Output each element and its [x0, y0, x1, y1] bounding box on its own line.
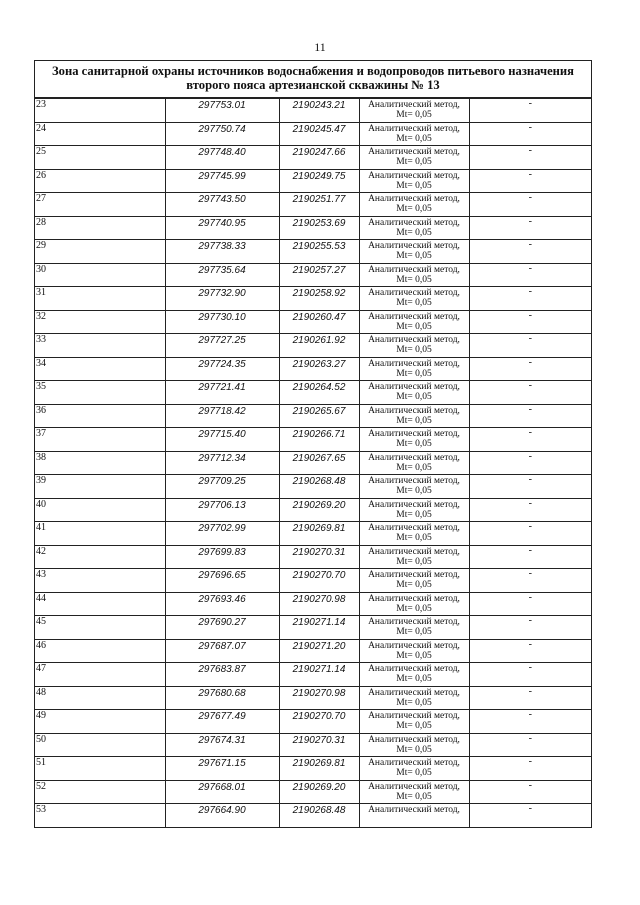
coordinate-y: 2190261.92 — [279, 334, 359, 358]
method-precision: Mt= 0,05 — [396, 650, 432, 661]
determination-method — [359, 757, 469, 781]
coordinate-y: 2190269.81 — [279, 522, 359, 546]
coordinate-y: 2190257.27 — [279, 263, 359, 287]
point-number: 38 — [35, 451, 165, 475]
determination-method — [359, 334, 469, 358]
coordinate-x: 297724.35 — [165, 357, 279, 381]
determination-method — [359, 287, 469, 311]
determination-method — [359, 310, 469, 334]
coordinate-y: 2190268.48 — [279, 475, 359, 499]
method-label: Аналитический метод, — [368, 264, 460, 275]
point-number: 43 — [35, 569, 165, 593]
method-label: Аналитический метод, — [368, 311, 460, 322]
method-label: Аналитический метод, — [368, 147, 460, 157]
note-cell: - — [469, 475, 591, 499]
note-cell: - — [469, 334, 591, 358]
method-precision: Mt= 0,05 — [396, 721, 432, 731]
note-cell: - — [469, 310, 591, 334]
method-precision: Mt= 0,05 — [396, 674, 432, 684]
coordinate-y: 2190268.48 — [279, 804, 359, 828]
coordinate-x: 297702.99 — [165, 522, 279, 546]
note-cell: - — [469, 804, 591, 828]
coordinate-x: 297687.07 — [165, 639, 279, 663]
determination-method — [359, 780, 469, 804]
note-cell: - — [469, 263, 591, 287]
note-cell: - — [469, 639, 591, 663]
coordinate-x: 297743.50 — [165, 193, 279, 217]
coordinate-x: 297715.40 — [165, 428, 279, 452]
determination-method — [359, 451, 469, 475]
table-row — [35, 334, 591, 358]
coordinate-x: 297738.33 — [165, 240, 279, 264]
coordinate-x: 297753.01 — [165, 99, 279, 123]
method-label: Аналитический метод, — [368, 405, 460, 416]
point-number: 23 — [35, 99, 165, 123]
note-cell: - — [469, 592, 591, 616]
note-cell: - — [469, 616, 591, 640]
coordinate-y: 2190271.14 — [279, 616, 359, 640]
coordinate-y: 2190270.31 — [279, 545, 359, 569]
note-cell: - — [469, 169, 591, 193]
method-label: Аналитический метод, — [368, 523, 460, 533]
table-row — [35, 569, 591, 593]
table-row — [35, 616, 591, 640]
note-cell: - — [469, 122, 591, 146]
coordinate-y: 2190243.21 — [279, 99, 359, 123]
point-number: 51 — [35, 757, 165, 781]
point-number: 45 — [35, 616, 165, 640]
point-number: 52 — [35, 780, 165, 804]
coordinate-x: 297680.68 — [165, 686, 279, 710]
method-label: Аналитический метод, — [368, 241, 460, 251]
method-precision: Mt= 0,05 — [396, 180, 432, 191]
method-label: Аналитический метод, — [368, 100, 460, 110]
table-row — [35, 663, 591, 687]
determination-method — [359, 99, 469, 123]
coordinate-y: 2190270.70 — [279, 569, 359, 593]
table-row — [35, 216, 591, 240]
coordinate-y: 2190269.20 — [279, 780, 359, 804]
point-number: 26 — [35, 169, 165, 193]
point-number: 37 — [35, 428, 165, 452]
determination-method — [359, 686, 469, 710]
method-precision: Mt= 0,05 — [396, 227, 432, 238]
method-label: Аналитический метод, — [368, 664, 460, 674]
table-row — [35, 592, 591, 616]
method-precision: Mt= 0,05 — [396, 321, 432, 332]
note-cell: - — [469, 240, 591, 264]
determination-method — [359, 240, 469, 264]
coordinate-x: 297748.40 — [165, 146, 279, 170]
method-precision: Mt= 0,05 — [396, 556, 432, 567]
method-label: Аналитический метод, — [368, 617, 460, 627]
coordinate-x: 297709.25 — [165, 475, 279, 499]
point-number: 32 — [35, 310, 165, 334]
point-number: 24 — [35, 122, 165, 146]
coordinate-x: 297696.65 — [165, 569, 279, 593]
table-row — [35, 169, 591, 193]
method-label: Аналитический метод, — [368, 335, 460, 345]
method-label: Аналитический метод, — [368, 194, 460, 204]
coordinate-y: 2190271.20 — [279, 639, 359, 663]
note-cell: - — [469, 757, 591, 781]
note-cell: - — [469, 522, 591, 546]
table-row — [35, 475, 591, 499]
method-label: Аналитический метод, — [368, 711, 460, 721]
method-label: Аналитический метод, — [368, 358, 460, 369]
table-row — [35, 99, 591, 123]
coordinate-y: 2190253.69 — [279, 216, 359, 240]
coordinate-x: 297730.10 — [165, 310, 279, 334]
method-precision: Mt= 0,05 — [396, 627, 432, 637]
determination-method — [359, 428, 469, 452]
method-precision: Mt= 0,05 — [396, 533, 432, 543]
note-cell: - — [469, 357, 591, 381]
note-cell: - — [469, 780, 591, 804]
coordinate-y: 2190266.71 — [279, 428, 359, 452]
point-number: 53 — [35, 804, 165, 828]
method-precision: Mt= 0,05 — [396, 157, 432, 167]
method-label: Аналитический метод, — [368, 687, 460, 698]
method-label: Аналитический метод, — [368, 170, 460, 181]
note-cell: - — [469, 428, 591, 452]
method-label: Аналитический метод, — [368, 570, 460, 580]
method-precision: Mt= 0,05 — [396, 204, 432, 214]
coordinate-y: 2190271.14 — [279, 663, 359, 687]
method-precision: Mt= 0,05 — [396, 768, 432, 778]
coordinate-y: 2190258.92 — [279, 287, 359, 311]
table-row — [35, 381, 591, 405]
determination-method — [359, 498, 469, 522]
coordinate-x: 297677.49 — [165, 710, 279, 734]
table-row — [35, 757, 591, 781]
determination-method — [359, 216, 469, 240]
note-cell: - — [469, 733, 591, 757]
coordinate-x: 297750.74 — [165, 122, 279, 146]
method-label: Аналитический метод, — [368, 640, 460, 651]
coordinate-x: 297671.15 — [165, 757, 279, 781]
determination-method — [359, 404, 469, 428]
table-row — [35, 780, 591, 804]
table-row — [35, 710, 591, 734]
coordinate-y: 2190270.98 — [279, 686, 359, 710]
method-precision: Mt= 0,05 — [396, 345, 432, 355]
method-label: Аналитический метод, — [368, 217, 460, 228]
coordinate-x: 297693.46 — [165, 592, 279, 616]
point-number: 31 — [35, 287, 165, 311]
table-row — [35, 122, 591, 146]
note-cell: - — [469, 451, 591, 475]
determination-method — [359, 710, 469, 734]
coordinate-x: 297718.42 — [165, 404, 279, 428]
note-cell: - — [469, 498, 591, 522]
method-precision: Mt= 0,05 — [396, 697, 432, 708]
coordinate-y: 2190269.20 — [279, 498, 359, 522]
point-number: 35 — [35, 381, 165, 405]
method-precision: Mt= 0,05 — [396, 274, 432, 285]
point-number: 48 — [35, 686, 165, 710]
table-row — [35, 639, 591, 663]
coordinate-y: 2190260.47 — [279, 310, 359, 334]
method-precision: Mt= 0,05 — [396, 392, 432, 402]
coordinate-y: 2190265.67 — [279, 404, 359, 428]
method-label: Аналитический метод, — [368, 382, 460, 392]
note-cell: - — [469, 545, 591, 569]
coordinate-x: 297745.99 — [165, 169, 279, 193]
coordinate-x: 297674.31 — [165, 733, 279, 757]
point-number: 47 — [35, 663, 165, 687]
determination-method — [359, 733, 469, 757]
coordinate-y: 2190251.77 — [279, 193, 359, 217]
method-precision: Mt= 0,05 — [396, 580, 432, 590]
table-row — [35, 146, 591, 170]
table-row — [35, 428, 591, 452]
point-number: 33 — [35, 334, 165, 358]
table-row — [35, 310, 591, 334]
point-number: 29 — [35, 240, 165, 264]
coordinate-x: 297699.83 — [165, 545, 279, 569]
coordinate-x: 297740.95 — [165, 216, 279, 240]
method-label: Аналитический метод, — [368, 805, 460, 815]
coordinate-x: 297727.25 — [165, 334, 279, 358]
table-row — [35, 287, 591, 311]
determination-method — [359, 146, 469, 170]
method-label: Аналитический метод, — [368, 452, 460, 463]
determination-method — [359, 357, 469, 381]
method-label: Аналитический метод, — [368, 429, 460, 439]
note-cell: - — [469, 146, 591, 170]
determination-method — [359, 475, 469, 499]
point-number: 34 — [35, 357, 165, 381]
table-row — [35, 522, 591, 546]
coordinates-table — [35, 98, 591, 827]
method-precision: Mt= 0,05 — [396, 791, 432, 802]
coordinate-y: 2190270.70 — [279, 710, 359, 734]
determination-method — [359, 193, 469, 217]
coordinate-y: 2190249.75 — [279, 169, 359, 193]
note-cell: - — [469, 287, 591, 311]
point-number: 27 — [35, 193, 165, 217]
method-precision: Mt= 0,05 — [396, 415, 432, 426]
determination-method — [359, 639, 469, 663]
method-precision: Mt= 0,05 — [396, 486, 432, 496]
method-label: Аналитический метод, — [368, 288, 460, 298]
coordinate-x: 297732.90 — [165, 287, 279, 311]
coordinate-x: 297712.34 — [165, 451, 279, 475]
coordinate-y: 2190255.53 — [279, 240, 359, 264]
coordinate-x: 297683.87 — [165, 663, 279, 687]
coordinate-y: 2190267.65 — [279, 451, 359, 475]
note-cell: - — [469, 216, 591, 240]
note-cell: - — [469, 710, 591, 734]
table-caption: Зона санитарной охраны источников водоснабжения и водопроводов питьевого назначения второго пояса артезианской скважины № 13 — [35, 61, 591, 98]
method-label: Аналитический метод, — [368, 758, 460, 768]
method-label: Аналитический метод, — [368, 476, 460, 486]
method-precision: Mt= 0,05 — [396, 298, 432, 308]
page-number: 11 — [314, 40, 326, 54]
point-number: 42 — [35, 545, 165, 569]
determination-method — [359, 545, 469, 569]
point-number: 39 — [35, 475, 165, 499]
method-label: Аналитический метод, — [368, 123, 460, 134]
table-row — [35, 545, 591, 569]
coordinate-y: 2190270.98 — [279, 592, 359, 616]
note-cell: - — [469, 193, 591, 217]
point-number: 40 — [35, 498, 165, 522]
method-precision: Mt= 0,05 — [396, 133, 432, 144]
table-row — [35, 263, 591, 287]
determination-method — [359, 616, 469, 640]
note-cell: - — [469, 663, 591, 687]
point-number: 46 — [35, 639, 165, 663]
method-precision: Mt= 0,05 — [396, 439, 432, 449]
table-row — [35, 357, 591, 381]
coordinate-x: 297668.01 — [165, 780, 279, 804]
determination-method — [359, 569, 469, 593]
note-cell: - — [469, 569, 591, 593]
coordinate-x: 297735.64 — [165, 263, 279, 287]
table-row — [35, 240, 591, 264]
coordinate-y: 2190247.66 — [279, 146, 359, 170]
point-number: 36 — [35, 404, 165, 428]
coordinate-y: 2190264.52 — [279, 381, 359, 405]
point-number: 41 — [35, 522, 165, 546]
method-label: Аналитический метод, — [368, 593, 460, 604]
point-number: 44 — [35, 592, 165, 616]
determination-method — [359, 381, 469, 405]
method-precision: Mt= 0,05 — [396, 509, 432, 520]
table-row — [35, 193, 591, 217]
note-cell: - — [469, 99, 591, 123]
point-number: 50 — [35, 733, 165, 757]
point-number: 49 — [35, 710, 165, 734]
point-number: 30 — [35, 263, 165, 287]
table-row — [35, 804, 591, 828]
determination-method — [359, 663, 469, 687]
table-row — [35, 498, 591, 522]
determination-method — [359, 804, 469, 828]
method-label: Аналитический метод, — [368, 546, 460, 557]
coordinate-x: 297706.13 — [165, 498, 279, 522]
table-row — [35, 733, 591, 757]
method-precision: Mt= 0,05 — [396, 110, 432, 120]
method-precision: Mt= 0,05 — [396, 251, 432, 261]
table-row — [35, 404, 591, 428]
coordinate-y: 2190263.27 — [279, 357, 359, 381]
method-precision: Mt= 0,05 — [396, 368, 432, 379]
coordinate-x: 297721.41 — [165, 381, 279, 405]
method-label: Аналитический метод, — [368, 499, 460, 510]
coordinate-y: 2190245.47 — [279, 122, 359, 146]
note-cell: - — [469, 686, 591, 710]
point-number: 25 — [35, 146, 165, 170]
method-precision: Mt= 0,05 — [396, 603, 432, 614]
determination-method — [359, 263, 469, 287]
method-label: Аналитический метод, — [368, 781, 460, 792]
coordinate-x: 297690.27 — [165, 616, 279, 640]
determination-method — [359, 592, 469, 616]
table-body — [35, 99, 591, 828]
note-cell: - — [469, 404, 591, 428]
point-number: 28 — [35, 216, 165, 240]
determination-method — [359, 522, 469, 546]
determination-method — [359, 122, 469, 146]
note-cell: - — [469, 381, 591, 405]
table-row — [35, 451, 591, 475]
coordinate-x: 297664.90 — [165, 804, 279, 828]
method-precision: Mt= 0,05 — [396, 462, 432, 473]
method-label: Аналитический метод, — [368, 734, 460, 745]
determination-method — [359, 169, 469, 193]
coordinates-sheet — [34, 60, 592, 828]
coordinate-y: 2190270.31 — [279, 733, 359, 757]
method-precision: Mt= 0,05 — [396, 744, 432, 755]
coordinate-y: 2190269.81 — [279, 757, 359, 781]
table-row — [35, 686, 591, 710]
